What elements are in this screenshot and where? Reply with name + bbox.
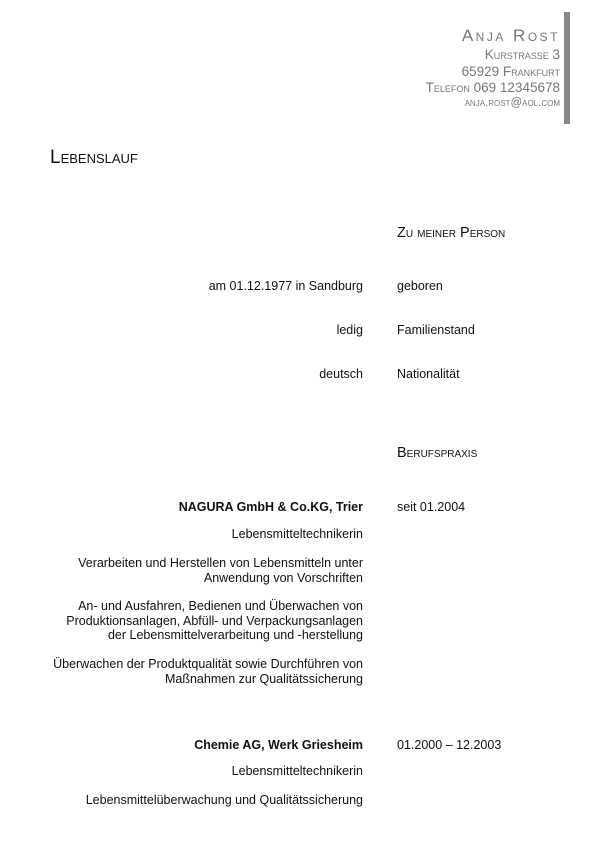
nationality-label: Nationalität [397,367,460,381]
phone-number: Telefon 069 12345678 [425,80,560,95]
job-period: 01.2000 – 12.2003 [397,738,502,752]
address-city: 65929 Frankfurt [461,64,560,79]
header-accent-bar [564,12,570,124]
job-role: Lebensmitteltechnikerin [231,764,363,778]
email-address: anja.rost@aol.com [464,97,560,109]
job-company: NAGURA GmbH & Co.KG, Trier [178,500,363,514]
job-task: An- und Ausfahren, Bedienen und Überwachen von Produktionsanlagen, Abfüll- und Verpackungsanlagen der Lebensmittelverarbeitung und -herstellung [66,599,363,642]
birth-value: am 01.12.1977 in Sandburg [208,279,363,293]
section-heading-personal: Zu meiner Person [397,225,506,241]
job-period: seit 01.2004 [397,500,466,514]
job-task: Verarbeiten und Herstellen von Lebensmitteln unter Anwendung von Vorschriften [78,556,363,585]
nationality-value: deutsch [319,367,363,381]
section-heading-experience: Berufspraxis [397,445,478,461]
marital-status-label: Familienstand [397,323,475,337]
job-company: Chemie AG, Werk Griesheim [194,738,363,752]
applicant-name: Anja Rost [461,26,560,45]
address-street: Kurstrasse 3 [484,47,560,62]
job-task: Überwachen der Produktqualität sowie Durchführen von Maßnahmen zur Qualitätssicherung [53,657,363,686]
birth-label: geboren [397,279,443,293]
job-role: Lebensmitteltechnikerin [231,527,363,541]
marital-status-value: ledig [336,323,363,337]
job-task: Lebensmittelüberwachung und Qualitätssicherung [85,793,363,807]
document-title: Lebenslauf [50,147,138,168]
